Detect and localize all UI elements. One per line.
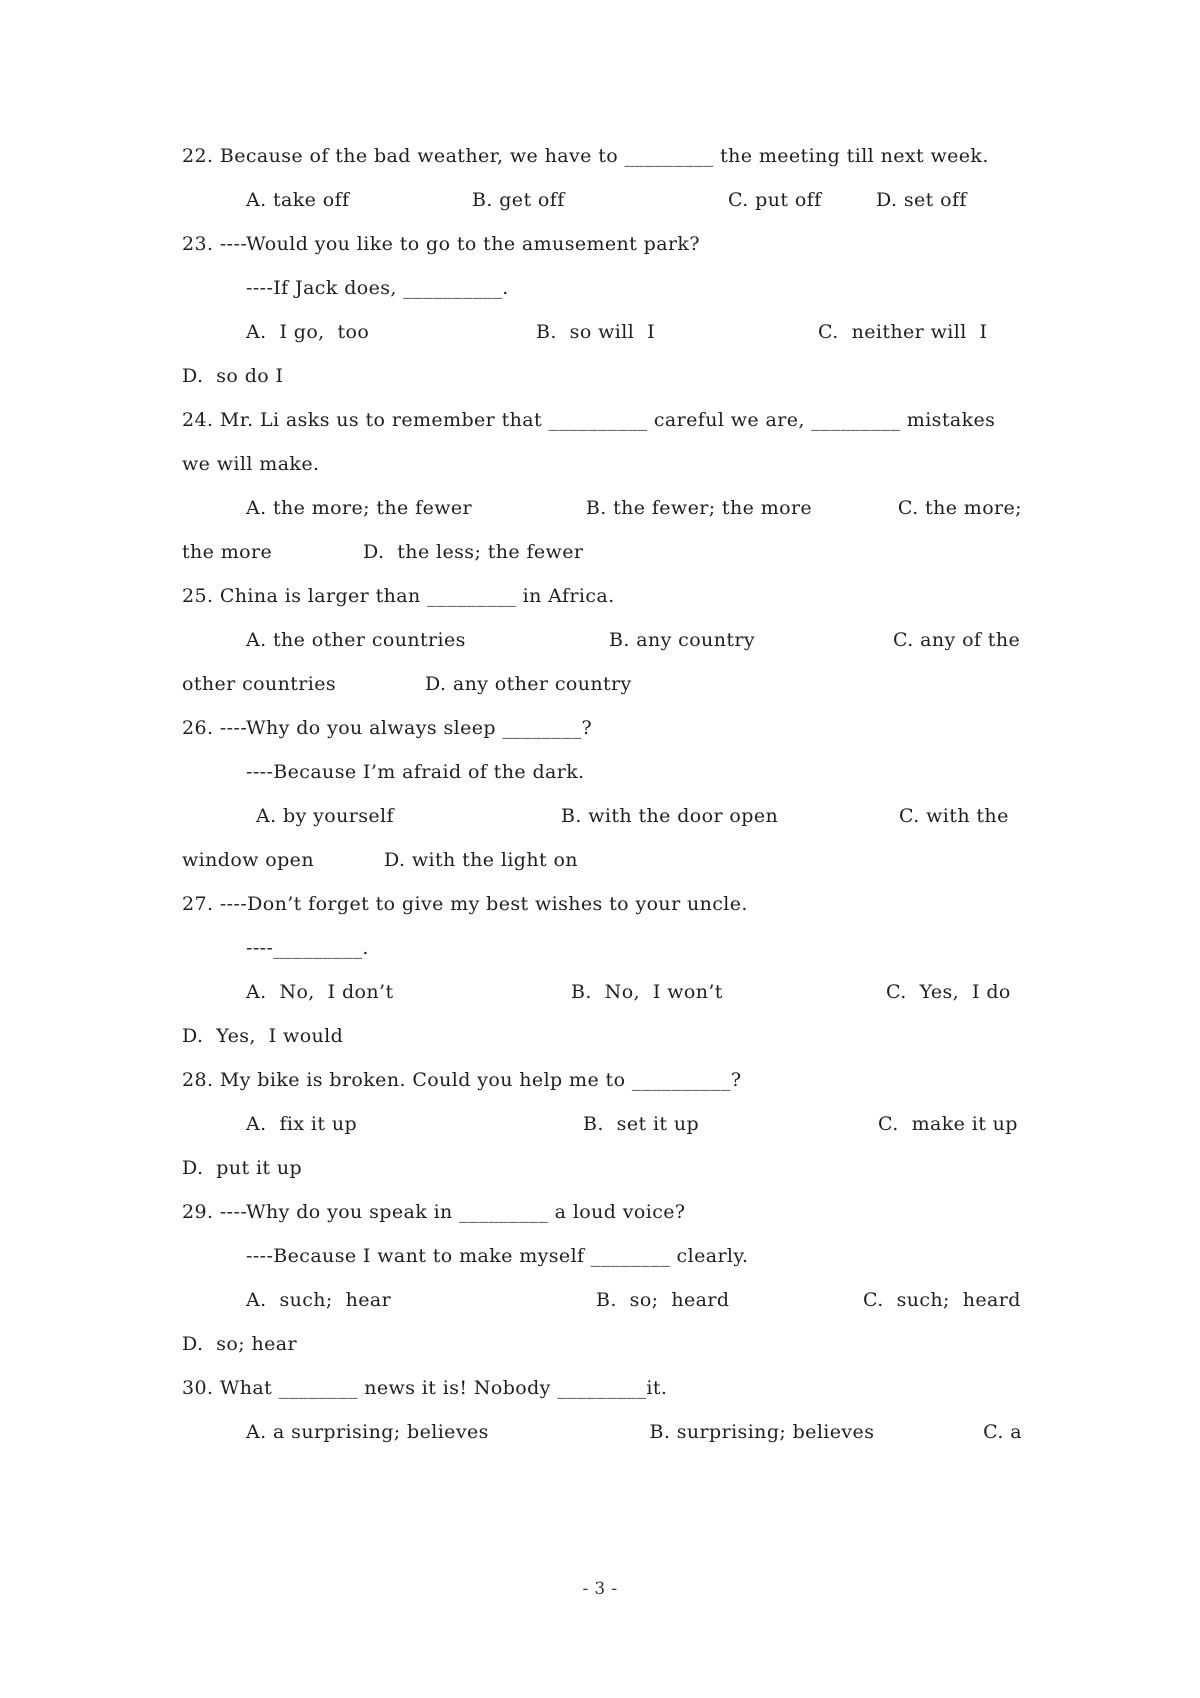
question-23-option-d: D. so do I [182,365,284,387]
option-a: A. I go, too [246,321,370,343]
option-b: B. get off [472,189,565,211]
question-22-stem: 22. Because of the bad weather, we have to _________ the meeting till next week. [182,145,989,167]
question-29-reply: ----Because I want to make myself ________ clearly. [246,1245,749,1267]
option-c: C. put off [728,189,822,211]
option-a: A. take off [246,189,350,211]
option-b: B. so; heard [596,1289,730,1311]
option-a: A. a surprising; believes [246,1421,489,1443]
option-b: B. any country [609,629,755,651]
question-27-options [246,978,1022,1006]
question-30-options [246,1418,1022,1446]
question-24-options-cont [182,538,1022,566]
option-c-cont: window open [182,849,314,871]
option-c: C. neither will I [818,321,988,343]
question-28-options [246,1110,1022,1138]
question-26-reply: ----Because I’m afraid of the dark. [246,761,585,783]
question-30-stem: 30. What ________ news it is! Nobody _________it. [182,1377,668,1399]
option-d: D. set off [876,189,967,211]
question-29-options [246,1286,1022,1314]
option-b: B. surprising; believes [649,1421,875,1443]
question-29-stem: 29. ----Why do you speak in _________ a loud voice? [182,1201,686,1223]
question-25-options [246,626,1022,654]
option-d: D. any other country [425,673,632,695]
option-a: A. such; hear [246,1289,392,1311]
option-c: C. with the [899,805,1009,827]
question-24-stem: 24. Mr. Li asks us to remember that __________ careful we are, _________ mistakes [182,409,996,431]
option-c-cont: the more [182,541,273,563]
option-a: A. the other countries [246,629,466,651]
question-25-options-cont [182,670,1022,698]
question-26-options-cont [182,846,1022,874]
question-22-options [246,186,1022,214]
option-b: B. the fewer; the more [585,497,813,519]
question-24-stem-cont: we will make. [182,453,320,475]
option-b: B. with the door open [561,805,779,827]
option-c: C. the more; [897,497,1022,519]
question-23-options [246,318,1022,346]
option-a: A. fix it up [246,1113,358,1135]
option-a: A. the more; the fewer [246,497,473,519]
option-a: A. by yourself [256,805,394,827]
question-27-stem: 27. ----Don’t forget to give my best wishes to your uncle. [182,893,748,915]
question-29-option-d: D. so; hear [182,1333,297,1355]
option-d: D. with the light on [384,849,578,871]
question-23-stem: 23. ----Would you like to go to the amusement park? [182,233,700,255]
question-26-stem: 26. ----Why do you always sleep ________? [182,717,593,739]
page-number: - 3 - [582,1579,618,1599]
option-d: D. the less; the fewer [363,541,584,563]
question-25-stem: 25. China is larger than _________ in Africa. [182,585,615,607]
option-c-cont: other countries [182,673,337,695]
option-c: C. a [983,1421,1022,1443]
question-28-option-d: D. put it up [182,1157,303,1179]
option-b: B. so will I [536,321,655,343]
option-c: C. any of the [893,629,1021,651]
question-27-option-d: D. Yes, I would [182,1025,344,1047]
option-c: C. make it up [878,1113,1018,1135]
option-c: C. such; heard [863,1289,1021,1311]
option-b: B. No, I won’t [571,981,723,1003]
question-28-stem: 28. My bike is broken. Could you help me to __________? [182,1069,742,1091]
question-23-reply: ----If Jack does, __________. [246,277,509,299]
option-c: C. Yes, I do [886,981,1011,1003]
option-a: A. No, I don’t [246,981,394,1003]
question-27-reply: ----_________. [246,937,369,959]
option-b: B. set it up [583,1113,700,1135]
question-26-options [246,802,1022,830]
question-24-options [246,494,1022,522]
